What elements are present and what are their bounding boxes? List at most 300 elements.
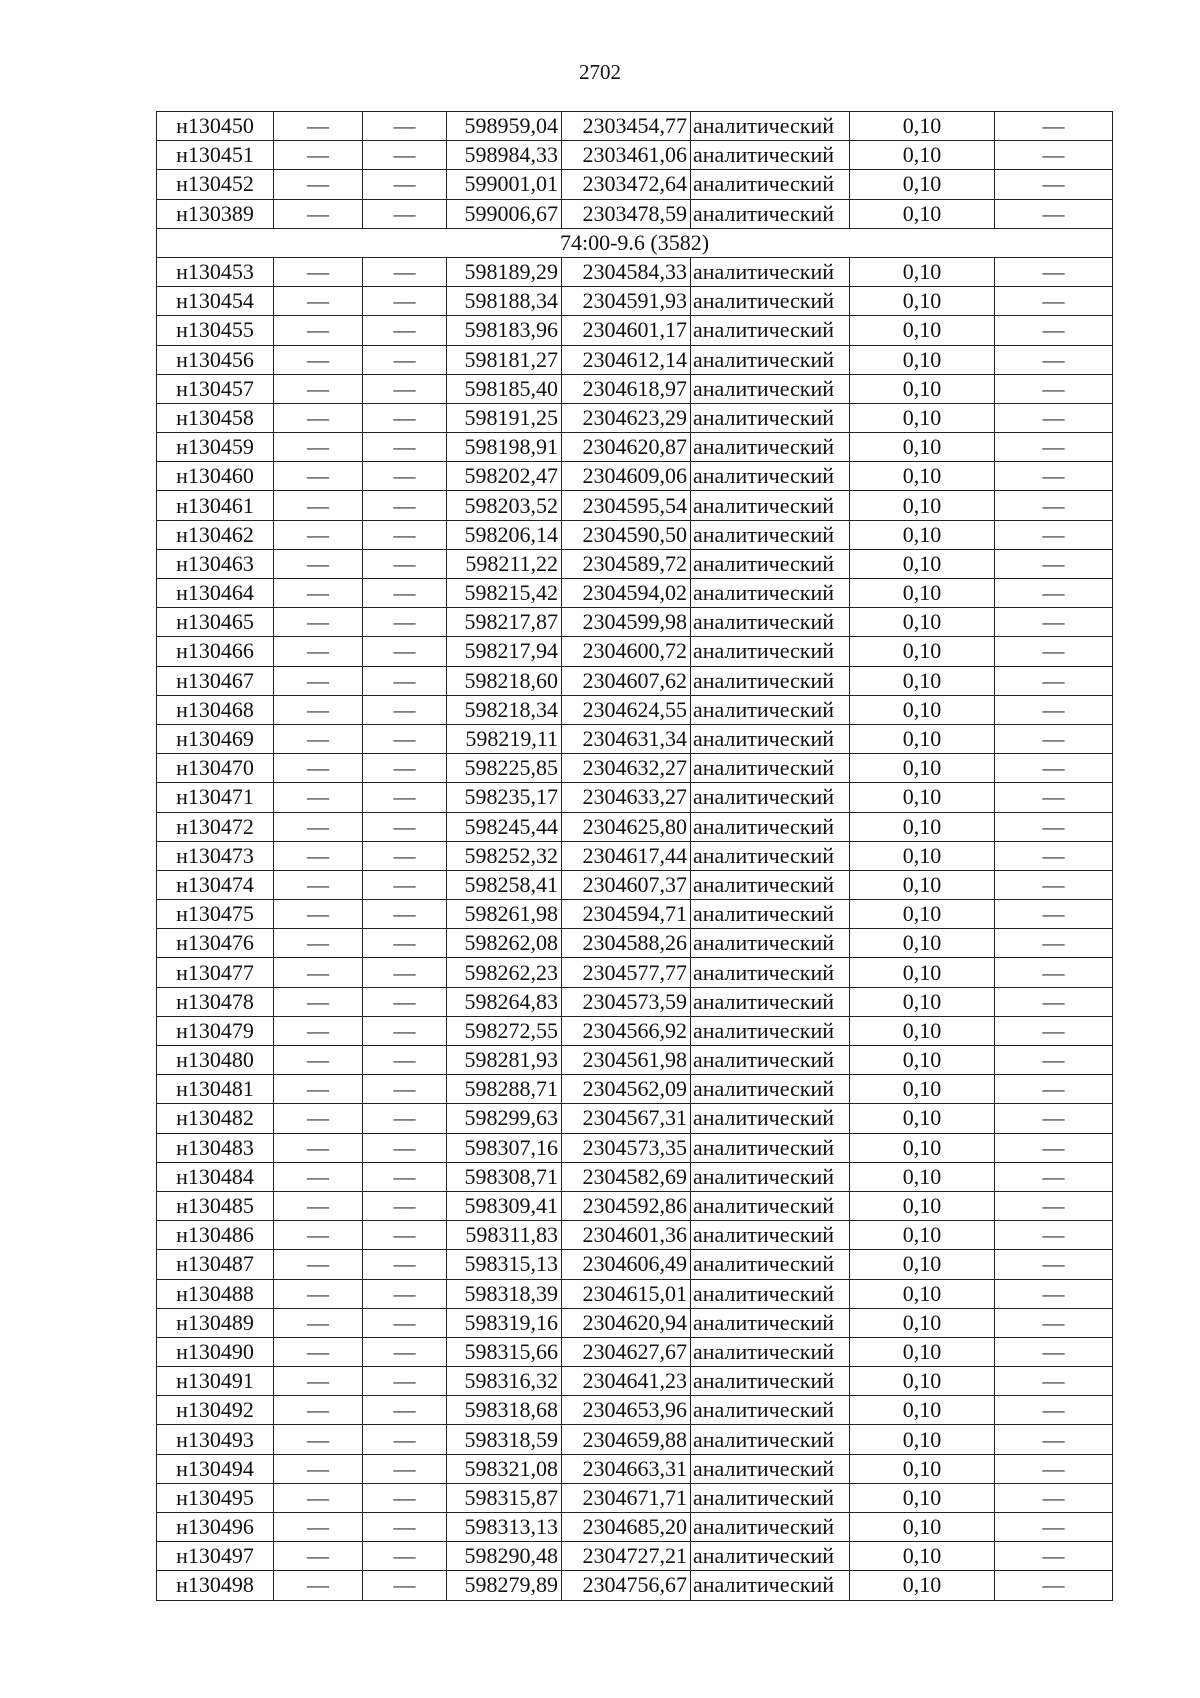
- empty-dash-cell: —: [363, 374, 447, 403]
- empty-dash-cell: —: [274, 666, 363, 695]
- accuracy-cell: 0,10: [850, 549, 995, 578]
- x-coordinate-cell: 598261,98: [447, 900, 562, 929]
- y-coordinate-cell: 2304623,29: [562, 403, 691, 432]
- x-coordinate-cell: 598321,08: [447, 1454, 562, 1483]
- empty-dash-cell: —: [274, 462, 363, 491]
- table-row: [157, 1308, 1113, 1337]
- accuracy-cell: 0,10: [850, 462, 995, 491]
- method-cell: аналитический: [691, 287, 850, 316]
- empty-dash-cell: —: [995, 1016, 1113, 1045]
- empty-dash-cell: —: [995, 433, 1113, 462]
- section-row: [157, 228, 1113, 257]
- table-row: [157, 608, 1113, 637]
- accuracy-cell: 0,10: [850, 900, 995, 929]
- point-id-cell: н130450: [157, 112, 274, 141]
- table-row: [157, 1250, 1113, 1279]
- empty-dash-cell: —: [274, 199, 363, 228]
- empty-dash-cell: —: [995, 257, 1113, 286]
- empty-dash-cell: —: [363, 812, 447, 841]
- x-coordinate-cell: 598217,87: [447, 608, 562, 637]
- empty-dash-cell: —: [995, 520, 1113, 549]
- point-id-cell: н130455: [157, 316, 274, 345]
- x-coordinate-cell: 598315,66: [447, 1337, 562, 1366]
- empty-dash-cell: —: [995, 316, 1113, 345]
- method-cell: аналитический: [691, 1513, 850, 1542]
- y-coordinate-cell: 2304685,20: [562, 1513, 691, 1542]
- method-cell: аналитический: [691, 1162, 850, 1191]
- point-id-cell: н130492: [157, 1396, 274, 1425]
- x-coordinate-cell: 598225,85: [447, 754, 562, 783]
- y-coordinate-cell: 2304663,31: [562, 1454, 691, 1483]
- method-cell: аналитический: [691, 695, 850, 724]
- empty-dash-cell: —: [274, 987, 363, 1016]
- x-coordinate-cell: 599001,01: [447, 170, 562, 199]
- table-row: [157, 433, 1113, 462]
- x-coordinate-cell: 598318,39: [447, 1279, 562, 1308]
- empty-dash-cell: —: [363, 1513, 447, 1542]
- empty-dash-cell: —: [995, 549, 1113, 578]
- empty-dash-cell: —: [363, 666, 447, 695]
- table-row: [157, 1221, 1113, 1250]
- empty-dash-cell: —: [363, 1542, 447, 1571]
- empty-dash-cell: —: [274, 695, 363, 724]
- accuracy-cell: 0,10: [850, 579, 995, 608]
- accuracy-cell: 0,10: [850, 433, 995, 462]
- point-id-cell: н130472: [157, 812, 274, 841]
- empty-dash-cell: —: [274, 841, 363, 870]
- method-cell: аналитический: [691, 900, 850, 929]
- empty-dash-cell: —: [363, 1075, 447, 1104]
- table-row: [157, 1483, 1113, 1512]
- method-cell: аналитический: [691, 1396, 850, 1425]
- y-coordinate-cell: 2304601,17: [562, 316, 691, 345]
- y-coordinate-cell: 2304653,96: [562, 1396, 691, 1425]
- accuracy-cell: 0,10: [850, 1454, 995, 1483]
- y-coordinate-cell: 2304607,37: [562, 870, 691, 899]
- empty-dash-cell: —: [995, 1162, 1113, 1191]
- empty-dash-cell: —: [363, 1425, 447, 1454]
- method-cell: аналитический: [691, 724, 850, 753]
- x-coordinate-cell: 598307,16: [447, 1133, 562, 1162]
- point-id-cell: н130497: [157, 1542, 274, 1571]
- point-id-cell: н130484: [157, 1162, 274, 1191]
- empty-dash-cell: —: [274, 637, 363, 666]
- empty-dash-cell: —: [995, 1425, 1113, 1454]
- x-coordinate-cell: 598315,87: [447, 1483, 562, 1512]
- empty-dash-cell: —: [363, 987, 447, 1016]
- x-coordinate-cell: 598318,68: [447, 1396, 562, 1425]
- table-row: [157, 637, 1113, 666]
- empty-dash-cell: —: [995, 1191, 1113, 1220]
- x-coordinate-cell: 598313,13: [447, 1513, 562, 1542]
- table-row: [157, 1075, 1113, 1104]
- accuracy-cell: 0,10: [850, 1016, 995, 1045]
- table-row: [157, 345, 1113, 374]
- point-id-cell: н130495: [157, 1483, 274, 1512]
- empty-dash-cell: —: [363, 958, 447, 987]
- accuracy-cell: 0,10: [850, 783, 995, 812]
- empty-dash-cell: —: [995, 1337, 1113, 1366]
- empty-dash-cell: —: [363, 637, 447, 666]
- empty-dash-cell: —: [995, 462, 1113, 491]
- method-cell: аналитический: [691, 608, 850, 637]
- empty-dash-cell: —: [363, 491, 447, 520]
- accuracy-cell: 0,10: [850, 1396, 995, 1425]
- y-coordinate-cell: 2304671,71: [562, 1483, 691, 1512]
- method-cell: аналитический: [691, 754, 850, 783]
- y-coordinate-cell: 2304591,93: [562, 287, 691, 316]
- section-title: 74:00-9.6 (3582): [157, 228, 1113, 257]
- table-row: [157, 199, 1113, 228]
- empty-dash-cell: —: [995, 987, 1113, 1016]
- method-cell: аналитический: [691, 1454, 850, 1483]
- accuracy-cell: 0,10: [850, 841, 995, 870]
- method-cell: аналитический: [691, 870, 850, 899]
- table-row: [157, 724, 1113, 753]
- method-cell: аналитический: [691, 199, 850, 228]
- empty-dash-cell: —: [363, 287, 447, 316]
- table-row: [157, 1367, 1113, 1396]
- table-row: [157, 1542, 1113, 1571]
- accuracy-cell: 0,10: [850, 1221, 995, 1250]
- empty-dash-cell: —: [363, 1571, 447, 1600]
- empty-dash-cell: —: [995, 141, 1113, 170]
- table-row: [157, 754, 1113, 783]
- accuracy-cell: 0,10: [850, 1483, 995, 1512]
- x-coordinate-cell: 598299,63: [447, 1104, 562, 1133]
- empty-dash-cell: —: [995, 754, 1113, 783]
- empty-dash-cell: —: [274, 1250, 363, 1279]
- method-cell: аналитический: [691, 1367, 850, 1396]
- point-id-cell: н130496: [157, 1513, 274, 1542]
- empty-dash-cell: —: [995, 958, 1113, 987]
- empty-dash-cell: —: [274, 1104, 363, 1133]
- empty-dash-cell: —: [274, 491, 363, 520]
- point-id-cell: н130451: [157, 141, 274, 170]
- empty-dash-cell: —: [363, 1046, 447, 1075]
- x-coordinate-cell: 598984,33: [447, 141, 562, 170]
- point-id-cell: н130452: [157, 170, 274, 199]
- accuracy-cell: 0,10: [850, 754, 995, 783]
- empty-dash-cell: —: [363, 112, 447, 141]
- method-cell: аналитический: [691, 929, 850, 958]
- point-id-cell: н130470: [157, 754, 274, 783]
- empty-dash-cell: —: [995, 637, 1113, 666]
- table-row: [157, 316, 1113, 345]
- x-coordinate-cell: 598211,22: [447, 549, 562, 578]
- accuracy-cell: 0,10: [850, 520, 995, 549]
- empty-dash-cell: —: [274, 374, 363, 403]
- y-coordinate-cell: 2303472,64: [562, 170, 691, 199]
- table-row: [157, 1571, 1113, 1600]
- y-coordinate-cell: 2304607,62: [562, 666, 691, 695]
- method-cell: аналитический: [691, 1221, 850, 1250]
- empty-dash-cell: —: [274, 433, 363, 462]
- x-coordinate-cell: 598235,17: [447, 783, 562, 812]
- table-row: [157, 1337, 1113, 1366]
- empty-dash-cell: —: [363, 1337, 447, 1366]
- method-cell: аналитический: [691, 958, 850, 987]
- empty-dash-cell: —: [363, 870, 447, 899]
- table-row: [157, 987, 1113, 1016]
- empty-dash-cell: —: [995, 1133, 1113, 1162]
- accuracy-cell: 0,10: [850, 958, 995, 987]
- point-id-cell: н130469: [157, 724, 274, 753]
- method-cell: аналитический: [691, 170, 850, 199]
- x-coordinate-cell: 598189,29: [447, 257, 562, 286]
- y-coordinate-cell: 2304756,67: [562, 1571, 691, 1600]
- y-coordinate-cell: 2303478,59: [562, 199, 691, 228]
- accuracy-cell: 0,10: [850, 112, 995, 141]
- accuracy-cell: 0,10: [850, 1075, 995, 1104]
- empty-dash-cell: —: [995, 812, 1113, 841]
- method-cell: аналитический: [691, 112, 850, 141]
- empty-dash-cell: —: [363, 1250, 447, 1279]
- point-id-cell: н130467: [157, 666, 274, 695]
- x-coordinate-cell: 598279,89: [447, 1571, 562, 1600]
- empty-dash-cell: —: [363, 1308, 447, 1337]
- empty-dash-cell: —: [363, 1483, 447, 1512]
- x-coordinate-cell: 598183,96: [447, 316, 562, 345]
- empty-dash-cell: —: [274, 141, 363, 170]
- table-row: [157, 900, 1113, 929]
- table-row: [157, 812, 1113, 841]
- empty-dash-cell: —: [995, 1046, 1113, 1075]
- point-id-cell: н130474: [157, 870, 274, 899]
- empty-dash-cell: —: [363, 433, 447, 462]
- accuracy-cell: 0,10: [850, 403, 995, 432]
- empty-dash-cell: —: [274, 1337, 363, 1366]
- empty-dash-cell: —: [363, 403, 447, 432]
- page-number: 2702: [579, 60, 621, 84]
- empty-dash-cell: —: [274, 812, 363, 841]
- accuracy-cell: 0,10: [850, 637, 995, 666]
- accuracy-cell: 0,10: [850, 345, 995, 374]
- y-coordinate-cell: 2304588,26: [562, 929, 691, 958]
- empty-dash-cell: —: [363, 1162, 447, 1191]
- accuracy-cell: 0,10: [850, 929, 995, 958]
- point-id-cell: н130483: [157, 1133, 274, 1162]
- empty-dash-cell: —: [363, 1133, 447, 1162]
- empty-dash-cell: —: [274, 1075, 363, 1104]
- table-section-header: [157, 228, 1113, 257]
- empty-dash-cell: —: [274, 549, 363, 578]
- method-cell: аналитический: [691, 1483, 850, 1512]
- point-id-cell: н130471: [157, 783, 274, 812]
- point-id-cell: н130485: [157, 1191, 274, 1220]
- empty-dash-cell: —: [995, 403, 1113, 432]
- empty-dash-cell: —: [274, 1454, 363, 1483]
- empty-dash-cell: —: [995, 1571, 1113, 1600]
- empty-dash-cell: —: [274, 316, 363, 345]
- x-coordinate-cell: 598290,48: [447, 1542, 562, 1571]
- empty-dash-cell: —: [995, 1075, 1113, 1104]
- y-coordinate-cell: 2304594,71: [562, 900, 691, 929]
- table-row: [157, 841, 1113, 870]
- accuracy-cell: 0,10: [850, 987, 995, 1016]
- x-coordinate-cell: 598181,27: [447, 345, 562, 374]
- empty-dash-cell: —: [363, 783, 447, 812]
- method-cell: аналитический: [691, 987, 850, 1016]
- table-row: [157, 287, 1113, 316]
- accuracy-cell: 0,10: [850, 870, 995, 899]
- x-coordinate-cell: 598281,93: [447, 1046, 562, 1075]
- empty-dash-cell: —: [363, 1191, 447, 1220]
- empty-dash-cell: —: [274, 1483, 363, 1512]
- y-coordinate-cell: 2304592,86: [562, 1191, 691, 1220]
- empty-dash-cell: —: [363, 929, 447, 958]
- point-id-cell: н130476: [157, 929, 274, 958]
- x-coordinate-cell: 598203,52: [447, 491, 562, 520]
- table-row: [157, 374, 1113, 403]
- point-id-cell: н130456: [157, 345, 274, 374]
- accuracy-cell: 0,10: [850, 1308, 995, 1337]
- empty-dash-cell: —: [274, 724, 363, 753]
- accuracy-cell: 0,10: [850, 1337, 995, 1366]
- empty-dash-cell: —: [274, 1513, 363, 1542]
- method-cell: аналитический: [691, 1133, 850, 1162]
- method-cell: аналитический: [691, 841, 850, 870]
- point-id-cell: н130468: [157, 695, 274, 724]
- point-id-cell: н130481: [157, 1075, 274, 1104]
- method-cell: аналитический: [691, 549, 850, 578]
- table-row: [157, 462, 1113, 491]
- method-cell: аналитический: [691, 1191, 850, 1220]
- empty-dash-cell: —: [995, 199, 1113, 228]
- point-id-cell: н130498: [157, 1571, 274, 1600]
- table-row: [157, 929, 1113, 958]
- x-coordinate-cell: 598959,04: [447, 112, 562, 141]
- method-cell: аналитический: [691, 374, 850, 403]
- empty-dash-cell: —: [274, 1396, 363, 1425]
- empty-dash-cell: —: [274, 783, 363, 812]
- accuracy-cell: 0,10: [850, 666, 995, 695]
- accuracy-cell: 0,10: [850, 724, 995, 753]
- method-cell: аналитический: [691, 1542, 850, 1571]
- x-coordinate-cell: 598258,41: [447, 870, 562, 899]
- table-row: [157, 403, 1113, 432]
- table-body-after-section: [157, 257, 1113, 1600]
- accuracy-cell: 0,10: [850, 374, 995, 403]
- y-coordinate-cell: 2304595,54: [562, 491, 691, 520]
- y-coordinate-cell: 2304632,27: [562, 754, 691, 783]
- x-coordinate-cell: 598218,34: [447, 695, 562, 724]
- empty-dash-cell: —: [995, 374, 1113, 403]
- empty-dash-cell: —: [274, 1133, 363, 1162]
- empty-dash-cell: —: [274, 608, 363, 637]
- table-row: [157, 666, 1113, 695]
- y-coordinate-cell: 2304599,98: [562, 608, 691, 637]
- point-id-cell: н130463: [157, 549, 274, 578]
- x-coordinate-cell: 598215,42: [447, 579, 562, 608]
- y-coordinate-cell: 2304618,97: [562, 374, 691, 403]
- x-coordinate-cell: 598198,91: [447, 433, 562, 462]
- y-coordinate-cell: 2304659,88: [562, 1425, 691, 1454]
- point-id-cell: н130493: [157, 1425, 274, 1454]
- method-cell: аналитический: [691, 1279, 850, 1308]
- empty-dash-cell: —: [363, 316, 447, 345]
- point-id-cell: н130491: [157, 1367, 274, 1396]
- method-cell: аналитический: [691, 141, 850, 170]
- table-row: [157, 1104, 1113, 1133]
- y-coordinate-cell: 2304584,33: [562, 257, 691, 286]
- empty-dash-cell: —: [995, 1104, 1113, 1133]
- accuracy-cell: 0,10: [850, 1162, 995, 1191]
- accuracy-cell: 0,10: [850, 491, 995, 520]
- y-coordinate-cell: 2304594,02: [562, 579, 691, 608]
- empty-dash-cell: —: [274, 403, 363, 432]
- empty-dash-cell: —: [363, 1104, 447, 1133]
- empty-dash-cell: —: [995, 1396, 1113, 1425]
- x-coordinate-cell: 598252,32: [447, 841, 562, 870]
- accuracy-cell: 0,10: [850, 1250, 995, 1279]
- table-row: [157, 870, 1113, 899]
- point-id-cell: н130477: [157, 958, 274, 987]
- table-row: [157, 1046, 1113, 1075]
- empty-dash-cell: —: [274, 1542, 363, 1571]
- method-cell: аналитический: [691, 403, 850, 432]
- accuracy-cell: 0,10: [850, 170, 995, 199]
- method-cell: аналитический: [691, 1425, 850, 1454]
- empty-dash-cell: —: [274, 579, 363, 608]
- empty-dash-cell: —: [363, 1279, 447, 1308]
- table-row: [157, 491, 1113, 520]
- empty-dash-cell: —: [995, 1483, 1113, 1512]
- empty-dash-cell: —: [995, 695, 1113, 724]
- y-coordinate-cell: 2304620,87: [562, 433, 691, 462]
- empty-dash-cell: —: [995, 1367, 1113, 1396]
- x-coordinate-cell: 599006,67: [447, 199, 562, 228]
- x-coordinate-cell: 598308,71: [447, 1162, 562, 1191]
- accuracy-cell: 0,10: [850, 1279, 995, 1308]
- method-cell: аналитический: [691, 1308, 850, 1337]
- y-coordinate-cell: 2304617,44: [562, 841, 691, 870]
- table-row: [157, 783, 1113, 812]
- accuracy-cell: 0,10: [850, 1191, 995, 1220]
- empty-dash-cell: —: [995, 929, 1113, 958]
- accuracy-cell: 0,10: [850, 257, 995, 286]
- empty-dash-cell: —: [363, 345, 447, 374]
- y-coordinate-cell: 2304606,49: [562, 1250, 691, 1279]
- x-coordinate-cell: 598219,11: [447, 724, 562, 753]
- empty-dash-cell: —: [274, 958, 363, 987]
- table-row: [157, 579, 1113, 608]
- accuracy-cell: 0,10: [850, 316, 995, 345]
- accuracy-cell: 0,10: [850, 1046, 995, 1075]
- x-coordinate-cell: 598206,14: [447, 520, 562, 549]
- y-coordinate-cell: 2304600,72: [562, 637, 691, 666]
- method-cell: аналитический: [691, 1075, 850, 1104]
- method-cell: аналитический: [691, 520, 850, 549]
- point-id-cell: н130462: [157, 520, 274, 549]
- table-row: [157, 170, 1113, 199]
- accuracy-cell: 0,10: [850, 1513, 995, 1542]
- empty-dash-cell: —: [274, 112, 363, 141]
- empty-dash-cell: —: [995, 1221, 1113, 1250]
- y-coordinate-cell: 2304562,09: [562, 1075, 691, 1104]
- accuracy-cell: 0,10: [850, 1104, 995, 1133]
- empty-dash-cell: —: [995, 841, 1113, 870]
- table-row: [157, 257, 1113, 286]
- table-row: [157, 1513, 1113, 1542]
- point-id-cell: н130490: [157, 1337, 274, 1366]
- empty-dash-cell: —: [995, 900, 1113, 929]
- accuracy-cell: 0,10: [850, 695, 995, 724]
- empty-dash-cell: —: [363, 170, 447, 199]
- y-coordinate-cell: 2304573,35: [562, 1133, 691, 1162]
- point-id-cell: н130478: [157, 987, 274, 1016]
- y-coordinate-cell: 2303454,77: [562, 112, 691, 141]
